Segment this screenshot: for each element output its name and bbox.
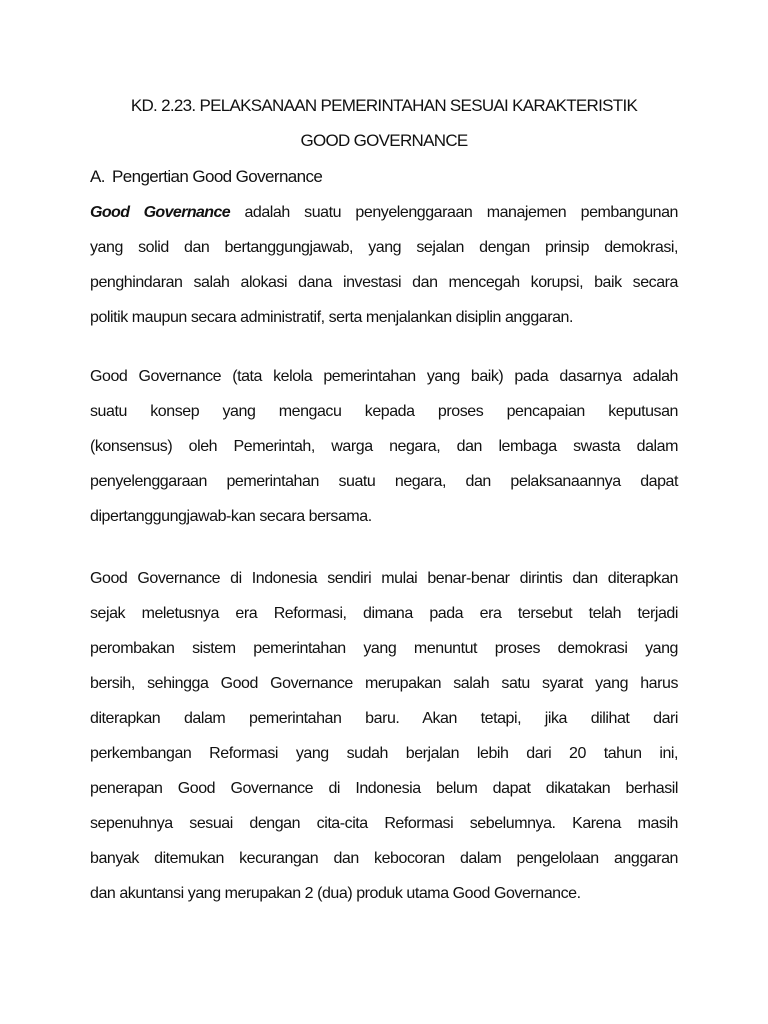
- paragraph-1-term: Good Governance: [90, 204, 231, 221]
- paragraph-2-line: Good Governance (tata kelola pemerintahan yang baik) pada dasarnya adalah: [90, 368, 678, 385]
- paragraph-1-line-4: politik maupun secara administratif, serta menjalankan disiplin anggaran.: [90, 309, 573, 326]
- paragraph-3-line: dan akuntansi yang merupakan 2 (dua) produk utama Good Governance.: [90, 885, 581, 902]
- paragraph-1-line-1: [90, 195, 678, 230]
- section-heading: [90, 167, 322, 187]
- paragraph-3-line: banyak ditemukan kecurangan dan kebocoran dalam pengelolaan anggaran: [90, 850, 678, 867]
- paragraph-1-line-3: penghindaran salah alokasi dana investasi dan mencegah korupsi, baik secara: [90, 274, 678, 291]
- paragraph-1-line-1-text: adalah suatu penyelenggaraan manajemen pembangunan: [244, 204, 678, 221]
- paragraph-3-line: perkembangan Reformasi yang sudah berjalan lebih dari 20 tahun ini,: [90, 745, 678, 762]
- paragraph-3-line: sejak meletusnya era Reformasi, dimana pada era tersebut telah terjadi: [90, 605, 678, 622]
- paragraph-2: [90, 359, 678, 534]
- paragraph-3-line: Good Governance di Indonesia sendiri mulai benar-benar dirintis dan diterapkan: [90, 570, 678, 587]
- section-heading-text: Pengertian Good Governance: [112, 167, 323, 186]
- paragraph-2-line: penyelenggaraan pemerintahan suatu negara, dan pelaksanaannya dapat: [90, 473, 678, 490]
- document-title-line-2: GOOD GOVERNANCE: [300, 131, 468, 150]
- paragraph-2-line: suatu konsep yang mengacu kepada proses pencapaian keputusan: [90, 403, 678, 420]
- paragraph-3-line: perombakan sistem pemerintahan yang menuntut proses demokrasi yang: [90, 640, 678, 657]
- paragraph-3-line: sepenuhnya sesuai dengan cita-cita Reformasi sebelumnya. Karena masih: [90, 815, 678, 832]
- document-page: [90, 0, 678, 1024]
- paragraph-2-line: dipertanggungjawab-kan secara bersama.: [90, 508, 372, 525]
- document-title-line-1: KD. 2.23. PELAKSANAAN PEMERINTAHAN SESUAI KARAKTERISTIK: [130, 96, 638, 115]
- section-number: A.: [90, 167, 105, 186]
- paragraph-1: [90, 195, 678, 335]
- paragraph-3-line: bersih, sehingga Good Governance merupakan salah satu syarat yang harus: [90, 675, 678, 692]
- paragraph-3: [90, 561, 678, 911]
- paragraph-3-line: penerapan Good Governance di Indonesia belum dapat dikatakan berhasil: [90, 780, 678, 797]
- paragraph-2-line: (konsensus) oleh Pemerintah, warga negara, dan lembaga swasta dalam: [90, 438, 678, 455]
- paragraph-1-line-2: yang solid dan bertanggungjawab, yang sejalan dengan prinsip demokrasi,: [90, 239, 678, 256]
- paragraph-3-line: diterapkan dalam pemerintahan baru. Akan tetapi, jika dilihat dari: [90, 710, 678, 727]
